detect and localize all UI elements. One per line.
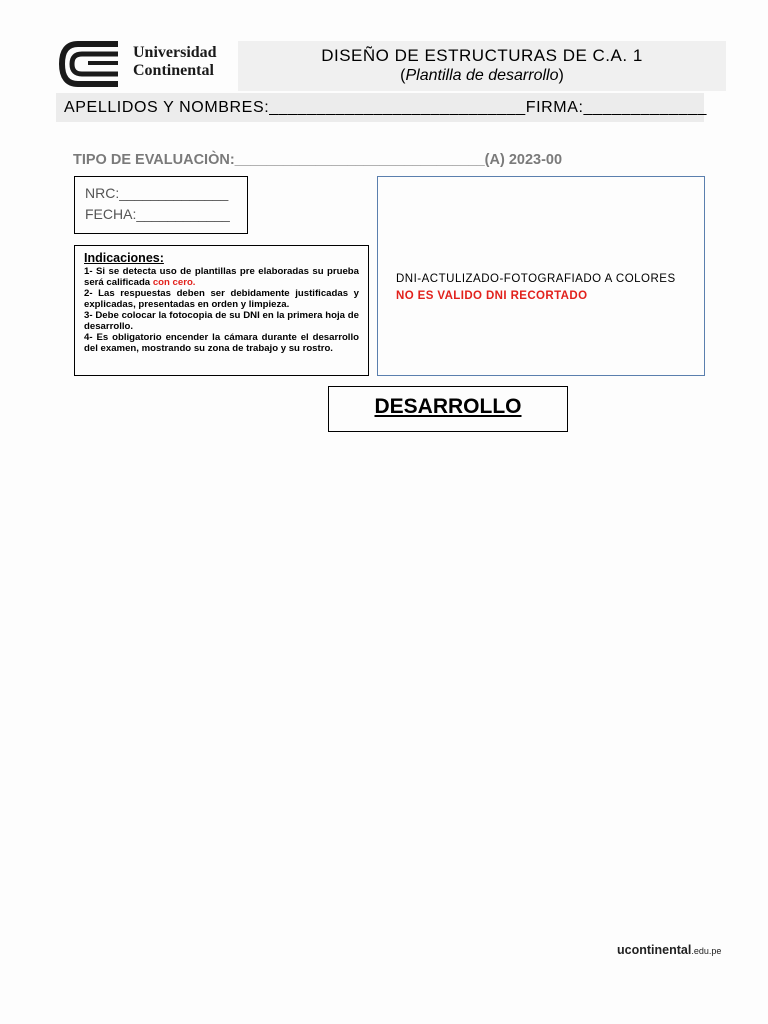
indications-title: Indicaciones: xyxy=(84,251,164,265)
document-subtitle: (Plantilla de desarrollo) xyxy=(400,67,564,84)
continental-logo-icon xyxy=(58,40,124,88)
indications-box xyxy=(74,245,369,376)
names-signature-row xyxy=(56,93,708,122)
header-title-box xyxy=(238,41,726,91)
eval-label: TIPO DE EVALUACIÒN: xyxy=(73,152,235,168)
fecha-field[interactable]: ____________ xyxy=(136,206,230,222)
university-logo xyxy=(58,40,238,88)
indication-item-2: 2- Las respuestas deben ser debidamente justificadas y explicadas, presentadas en orden y limpieza. xyxy=(84,288,359,310)
firma-label: FIRMA: xyxy=(525,99,584,116)
names-field[interactable]: ___________________________ xyxy=(269,99,526,116)
dni-instruction: DNI-ACTULIZADO-FOTOGRAFIADO A COLORES xyxy=(396,273,676,285)
eval-period: (A) 2023-00 xyxy=(484,152,563,168)
document-title: DISEÑO DE ESTRUCTURAS DE C.A. 1 xyxy=(321,46,643,65)
nrc-row: NRC:______________ xyxy=(85,185,229,201)
dni-warning: NO ES VALIDO DNI RECORTADO xyxy=(396,290,588,302)
indication-item-3: 3- Debe colocar la fotocopia de su DNI en la primera hoja de desarrollo. xyxy=(84,310,359,332)
university-name: Universidad Continental xyxy=(133,44,217,79)
evaluation-type-row xyxy=(73,152,562,168)
dni-photo-box xyxy=(377,176,705,376)
fecha-row: FECHA:____________ xyxy=(85,206,230,222)
indication-item-4: 4- Es obligatorio encender la cámara durante el desarrollo del examen, mostrando su zona de trabajo y su rostro. xyxy=(84,332,359,354)
indication-item-1: 1- Si se detecta uso de plantillas pre elaboradas su prueba será calificada con cero. xyxy=(84,266,359,288)
firma-field[interactable]: _____________ xyxy=(583,99,708,116)
desarrollo-heading-box xyxy=(328,386,568,432)
names-label: APELLIDOS Y NOMBRES: xyxy=(64,99,270,116)
desarrollo-title: DESARROLLO xyxy=(374,395,522,418)
eval-field[interactable]: _______________________________ xyxy=(234,152,485,168)
nrc-date-box xyxy=(74,176,248,234)
nrc-field[interactable]: ______________ xyxy=(119,185,229,201)
footer-brand: ucontinental.edu.pe xyxy=(617,943,722,957)
